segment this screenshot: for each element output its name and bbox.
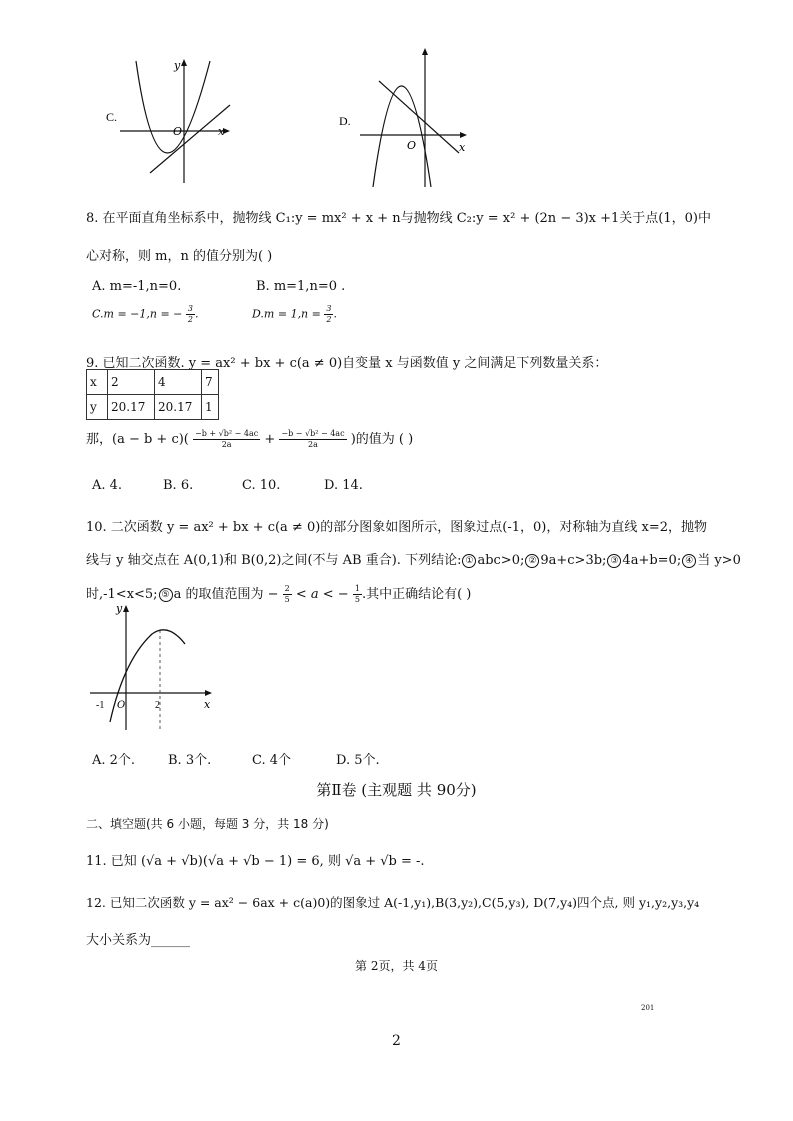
graph-c-x-label: x [218, 125, 225, 138]
q9-cell: x [87, 370, 108, 395]
q8-option-a: A. m=-1,n=0. [92, 279, 182, 294]
q8-option-c-num: 3 [187, 304, 193, 313]
q10-option-a: A. 2个. [92, 753, 136, 768]
q8-option-c-fraction [186, 304, 195, 325]
q10-statement-4: 当 y>0 [697, 553, 741, 568]
q9-table [86, 369, 219, 420]
q10-statement-5: a 的取值范围为 − [173, 587, 279, 602]
q10-line3-pre: 时,-1<x<5; [86, 587, 158, 602]
page-footer: 第 2页，共 4页 [355, 959, 438, 973]
q10-frac2-num: 1 [354, 584, 360, 593]
q9-fraction-1 [193, 429, 260, 450]
q9-frac2-den: 2a [308, 440, 318, 449]
q8-option-c-den: 2 [187, 315, 193, 324]
q10-frac1-den: 5 [284, 595, 290, 604]
q9-cell: 1 [202, 395, 219, 420]
q9-stem: 9. 已知二次函数. y = ax² + bx + c(a ≠ 0)自变量 x 与函数值 y 之间满足下列数量关系： [86, 356, 608, 371]
graph-q10-two-label: 2 [155, 700, 160, 711]
q11: 11. 已知 (√a + √b)(√a + √b − 1) = 6, 则 √a + √b = -. [86, 854, 425, 869]
q9-plus: + [264, 432, 276, 447]
fill-in-header: 二、填空题(共 6 小题，每题 3 分，共 18 分) [86, 817, 329, 831]
q10-marker-4: ④ [682, 554, 696, 568]
q9-option-c: C. 10. [242, 478, 281, 493]
q10-option-c: C. 4个 [252, 753, 292, 768]
q9-fraction-2 [279, 429, 346, 450]
q9-cell: 20.17 [155, 395, 202, 420]
q9-cell: y [87, 395, 108, 420]
graph-d-y-arrow [422, 48, 428, 55]
q9-cell: 7 [202, 370, 219, 395]
graph-c-option-label: C. [106, 110, 118, 124]
graph-q10-neg1-label: -1 [96, 700, 105, 711]
graph-d-x-label: x [459, 141, 466, 154]
q8-option-d-den: 2 [326, 315, 332, 324]
table-row [87, 370, 219, 395]
q10-line3-post: .其中正确结论有( ) [361, 587, 472, 602]
table-row [87, 395, 219, 420]
graph-c-y-label: y [174, 59, 181, 72]
q8-option-d-num: 3 [326, 304, 332, 313]
q9-option-a: A. 4. [92, 478, 123, 493]
q10-option-d: D. 5个. [336, 753, 380, 768]
q8-option-c: C.m = −1,n = − $\frac{3}{2}$ . [92, 304, 199, 324]
q10-marker-3: ③ [607, 554, 621, 568]
graph-q10-x-label: x [204, 698, 211, 711]
graph-q10-y-arrow [123, 605, 129, 612]
section-title: 第Ⅱ卷 (主观题 共 90分) [316, 781, 477, 799]
q8-stem-line2: 心对称，则 m，n 的值分别为( ) [86, 249, 273, 264]
graph-option-c [100, 55, 250, 185]
graph-d-line [379, 81, 459, 153]
q9-cell: 2 [108, 370, 155, 395]
graph-q10-x-arrow [205, 690, 212, 696]
graph-option-d [335, 45, 475, 190]
graph-q10-origin-label: O [117, 700, 126, 711]
graph-c-origin-label: O [173, 125, 183, 138]
q9-frac1-num: −b + √b² − 4ac [195, 429, 259, 438]
q9-cell: 4 [155, 370, 202, 395]
graph-c-line [150, 105, 230, 173]
q8-option-d-text: D.m = 1,n = [252, 307, 321, 321]
q8-option-d: D.m = 1,n = $\frac{3}{2}$ . [252, 304, 337, 324]
graph-c-y-arrow [181, 59, 187, 66]
graph-q10 [88, 600, 223, 735]
q10-fraction-1 [283, 584, 292, 605]
q10-statement-1: abc>0; [477, 553, 525, 568]
q10-stem-line2 [86, 549, 741, 568]
q10-fraction-2 [353, 584, 362, 605]
q9-cell: 20.17 [108, 395, 155, 420]
q10-line2-text: 线与 y 轴交点在 A(0,1)和 B(0,2)之间(不与 AB 重合). 下列结论: [86, 553, 462, 568]
q10-option-b: B. 3个. [168, 753, 212, 768]
q9-expr-pre: 那，(a − b + c)( [86, 432, 189, 447]
q12-line2: 大小关系为______ [86, 933, 191, 948]
q12-line1: 12. 已知二次函数 y = ax² − 6ax + c(a)0)的图象过 A(-1,y₁),B(3,y₂),C(5,y₃), D(7,y₄)四个点, 则 y₁,y₂,y₃,y₄ [86, 895, 700, 910]
graph-d-x-arrow [460, 132, 467, 138]
q9-frac1-den: 2a [221, 440, 232, 449]
q9-expr-post: )的值为 ( ) [350, 432, 414, 447]
tiny-mark: 201 [641, 1004, 655, 1012]
q10-frac2-den: 5 [354, 595, 360, 604]
q8-option-d-fraction [324, 304, 333, 325]
graph-d-option-label: D. [339, 114, 351, 128]
page-number: 2 [392, 1033, 401, 1049]
q8-option-b: B. m=1,n=0 . [256, 279, 346, 294]
graph-c-parabola [136, 61, 210, 153]
q10-statement-3: 4a+b=0; [622, 553, 682, 568]
q10-frac1-num: 2 [284, 584, 290, 593]
q10-inequality: < a < − [295, 587, 349, 602]
q9-option-b: B. 6. [163, 478, 194, 493]
q10-stem-line1: 10. 二次函数 y = ax² + bx + c(a ≠ 0)的部分图象如图所示，图象过点(-1，0)，对称轴为直线 x=2，抛物 [86, 520, 708, 535]
q10-marker-1: ① [462, 554, 476, 568]
q9-option-d: D. 14. [324, 478, 363, 493]
q10-statement-2: 9a+c>3b; [540, 553, 607, 568]
q10-marker-2: ② [525, 554, 539, 568]
graph-d-origin-label: O [407, 139, 417, 152]
q9-expression [86, 428, 413, 450]
q10-marker-5: ⑤ [159, 588, 173, 602]
q8-option-c-text: C.m = −1,n = − [92, 307, 183, 321]
q8-stem-line1: 8. 在平面直角坐标系中，抛物线 C₁:y = mx² + x + n与抛物线 C₂:y = x² + (2n − 3)x +1关于点(1，0)中 [86, 211, 711, 226]
graph-q10-y-label: y [116, 602, 123, 615]
q9-frac2-num: −b − √b² − 4ac [281, 429, 345, 438]
